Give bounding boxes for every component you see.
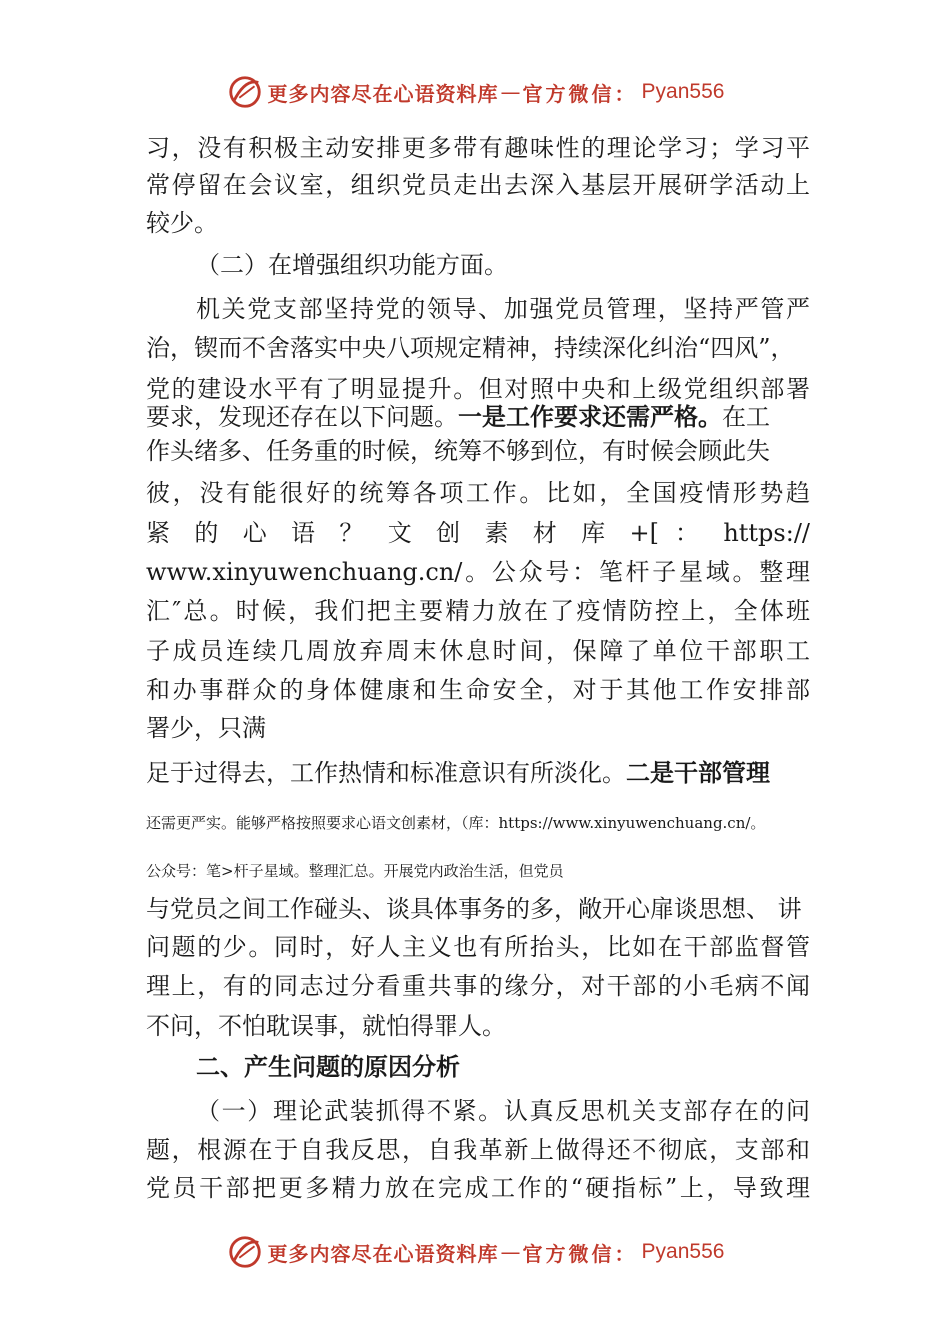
header-banner bbox=[0, 72, 950, 112]
small-text-line: 还需更严实。能够严格按照要求心语文创素材，（库：https://www.xinyuwenchuang.cn/。 bbox=[146, 814, 766, 832]
section-subheading: （二）在增强组织功能方面。 bbox=[196, 251, 508, 279]
text-line: 子成员连续几周放弃周末休息时间，保障了单位干部职工 bbox=[146, 637, 810, 665]
footer-banner bbox=[0, 1232, 950, 1272]
text-line: 机关党支部坚持党的领导、加强党员管理，坚持严管严 bbox=[196, 295, 810, 323]
text-segment: 足于过得去，工作热情和标准意识有所淡化。 bbox=[146, 759, 626, 787]
text-line: 作头绪多、任务重的时候，统筹不够到位，有时候会顾此失 bbox=[146, 437, 770, 465]
banner-wechat-label: 官方微信： bbox=[522, 81, 638, 106]
small-text-line: 公众号：笔>杆子星域。整理汇总。开展党内政治生活，但党员 bbox=[146, 862, 564, 880]
text-line: 习，没有积极主动安排更多带有趣味性的理论学习；学习平 bbox=[146, 134, 810, 162]
banner-text: 更多内容尽在心语资料库 bbox=[267, 1241, 499, 1266]
text-line: 不问，不怕耽误事，就怕得罪人。 bbox=[146, 1012, 506, 1040]
banner-text: 更多内容尽在心语资料库 bbox=[267, 81, 499, 106]
banner-separator: — bbox=[500, 80, 521, 104]
banner-separator: — bbox=[500, 1240, 521, 1264]
text-line bbox=[146, 758, 810, 788]
text-line: 常停留在会议室，组织党员走出去深入基层开展研学活动上 bbox=[146, 171, 810, 199]
xinyu-logo-icon bbox=[226, 1233, 264, 1271]
text-line: 紧 的 心 语 ？ 文 创 素 材 库 +[ ： https:// bbox=[146, 519, 810, 547]
text-line: 和办事群众的身体健康和生命安全，对于其他工作安排部 bbox=[146, 676, 810, 704]
text-line: 署少，只满 bbox=[146, 714, 266, 742]
text-line: www.xinyuwenchuang.cn/。公众号：笔杆子星域。整理 bbox=[146, 558, 810, 586]
text-line: 理上，有的同志过分看重共事的缘分，对干部的小毛病不闻 bbox=[146, 972, 810, 1000]
text-line: 较少。 bbox=[146, 209, 218, 237]
section-heading: 二、产生问题的原因分析 bbox=[196, 1053, 460, 1081]
text-line: 问题的少。同时，好人主义也有所抬头，比如在干部监督管 bbox=[146, 933, 810, 961]
text-line: 党的建设水平有了明显提升。但对照中央和上级党组织部署 bbox=[146, 375, 810, 403]
emphasis-point-two: 二是干部管理 bbox=[626, 759, 770, 787]
banner-wechat-id: Pyan556 bbox=[641, 1240, 725, 1263]
text-line: 治，锲而不舍落实中央八项规定精神，持续深化纠治“四风”， bbox=[146, 334, 795, 362]
text-line: 彼，没有能很好的统筹各项工作。比如，全国疫情形势趋 bbox=[146, 479, 810, 507]
text-line: （一）理论武装抓得不紧。认真反思机关支部存在的问 bbox=[196, 1097, 810, 1125]
text-line: 汇″总。时候，我们把主要精力放在了疫情防控上，全体班 bbox=[146, 597, 810, 625]
text-segment: 在工 bbox=[722, 403, 770, 431]
text-line bbox=[146, 402, 810, 432]
banner-wechat-id: Pyan556 bbox=[641, 80, 725, 103]
xinyu-logo-icon bbox=[226, 73, 264, 111]
emphasis-point-one: 一是工作要求还需严格。 bbox=[458, 403, 722, 431]
text-line: 题，根源在于自我反思，自我革新上做得还不彻底，支部和 bbox=[146, 1136, 810, 1164]
text-line: 与党员之间工作碰头、谈具体事务的多，敞开心扉谈思想、 讲 bbox=[146, 895, 802, 923]
text-segment: 要求，发现还存在以下问题。 bbox=[146, 403, 458, 431]
text-line: 党员干部把更多精力放在完成工作的“硬指标”上，导致理 bbox=[146, 1174, 810, 1202]
banner-wechat-label: 官方微信： bbox=[522, 1241, 638, 1266]
